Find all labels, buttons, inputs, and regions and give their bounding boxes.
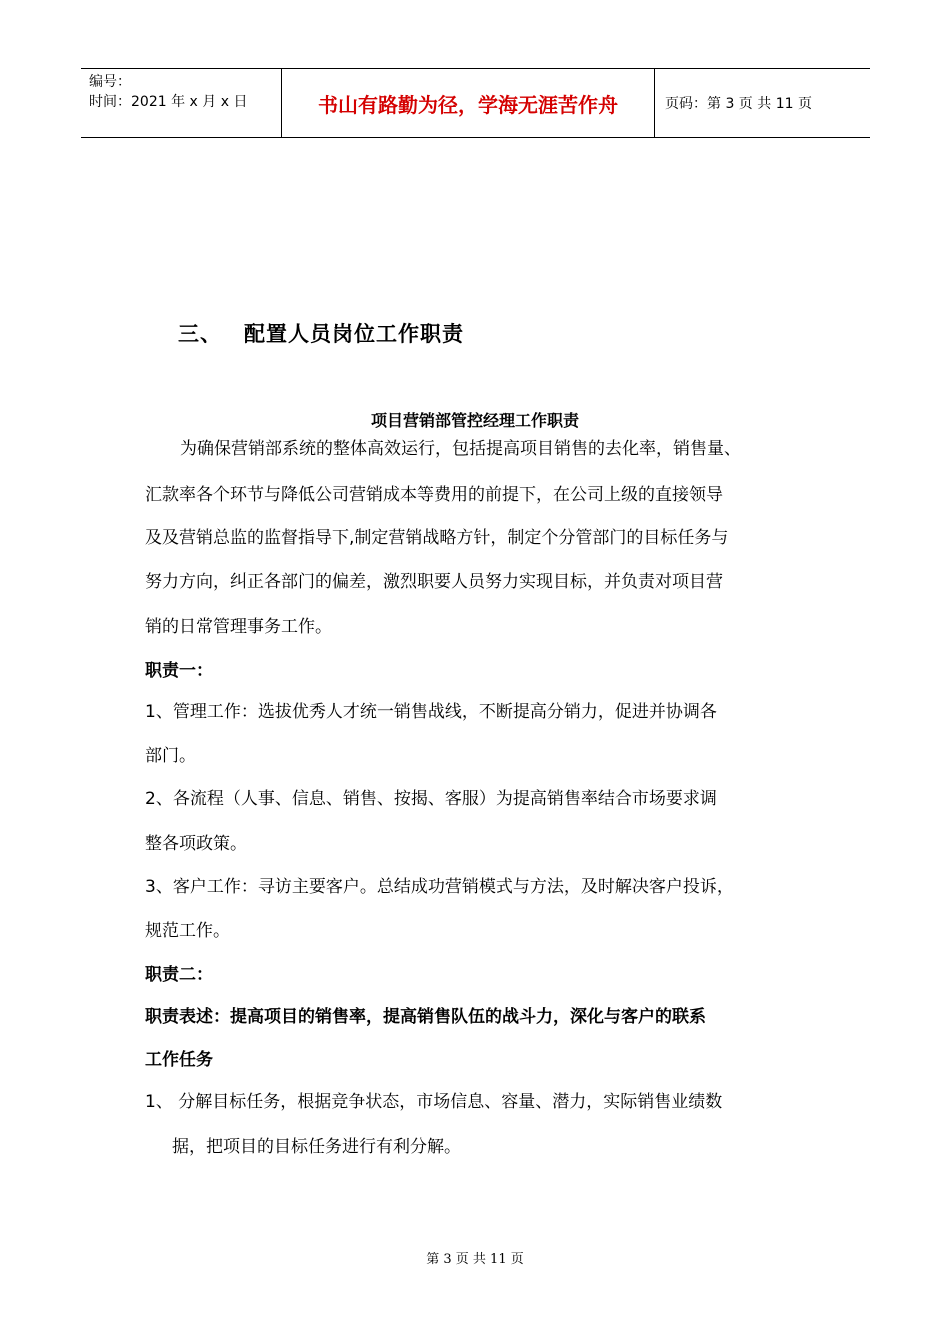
header-page-info: 页码：第 3 页 共 11 页: [665, 96, 812, 112]
section-title: 配置人员岗位工作职责: [244, 322, 464, 346]
duty2-statement: 职责表述：提高项目的销售率，提高销售队伍的战斗力，深化与客户的联系: [145, 1007, 706, 1027]
task-item-line: 据，把项目的目标任务进行有利分解。: [172, 1137, 461, 1157]
paragraph-line: 为确保营销部系统的整体高效运行，包括提高项目销售的去化率，销售量、: [180, 439, 741, 459]
document-number-label: 编号：: [89, 74, 131, 90]
duty1-item-line: 整各项政策。: [145, 834, 247, 854]
duty1-item-line: 3、客户工作：寻访主要客户。总结成功营销模式与方法，及时解决客户投诉，: [145, 877, 734, 897]
section-heading: [178, 318, 464, 348]
paragraph-line: 销的日常管理事务工作。: [145, 617, 332, 637]
duty1-item-line: 1、管理工作：选拔优秀人才统一销售战线，不断提高分销力，促进并协调各: [145, 702, 717, 722]
paragraph-line: 努力方向，纠正各部门的偏差，激烈职要人员努力实现目标，并负责对项目营: [145, 572, 723, 592]
header-left-cell: [81, 69, 282, 137]
header-motto: 书山有路勤为径，学海无涯苦作舟: [282, 69, 655, 137]
document-time-label: 时间：2021 年 x 月 x 日: [89, 94, 248, 110]
duty1-item-line: 部门。: [145, 746, 196, 766]
paragraph-line: 汇款率各个环节与降低公司营销成本等费用的前提下，在公司上级的直接领导: [145, 485, 723, 505]
section-number: 三、: [178, 322, 222, 346]
duty1-item-line: 规范工作。: [145, 921, 230, 941]
document-title: 项目营销部管控经理工作职责: [370, 411, 579, 430]
duty2-heading: 职责二：: [145, 965, 213, 985]
page-header: [81, 68, 870, 138]
duty1-item-line: 2、各流程（人事、信息、销售、按揭、客服）为提高销售率结合市场要求调: [145, 789, 717, 809]
task-heading: 工作任务: [145, 1050, 213, 1070]
task-item-line: 1、 分解目标任务，根据竞争状态，市场信息、容量、潜力，实际销售业绩数: [145, 1092, 723, 1112]
page-footer: 第 3 页 共 11 页: [426, 1252, 524, 1267]
duty1-heading: 职责一：: [145, 661, 213, 681]
paragraph-line: 及及营销总监的监督指导下,制定营销战略方针，制定个分管部门的目标任务与: [145, 528, 729, 548]
